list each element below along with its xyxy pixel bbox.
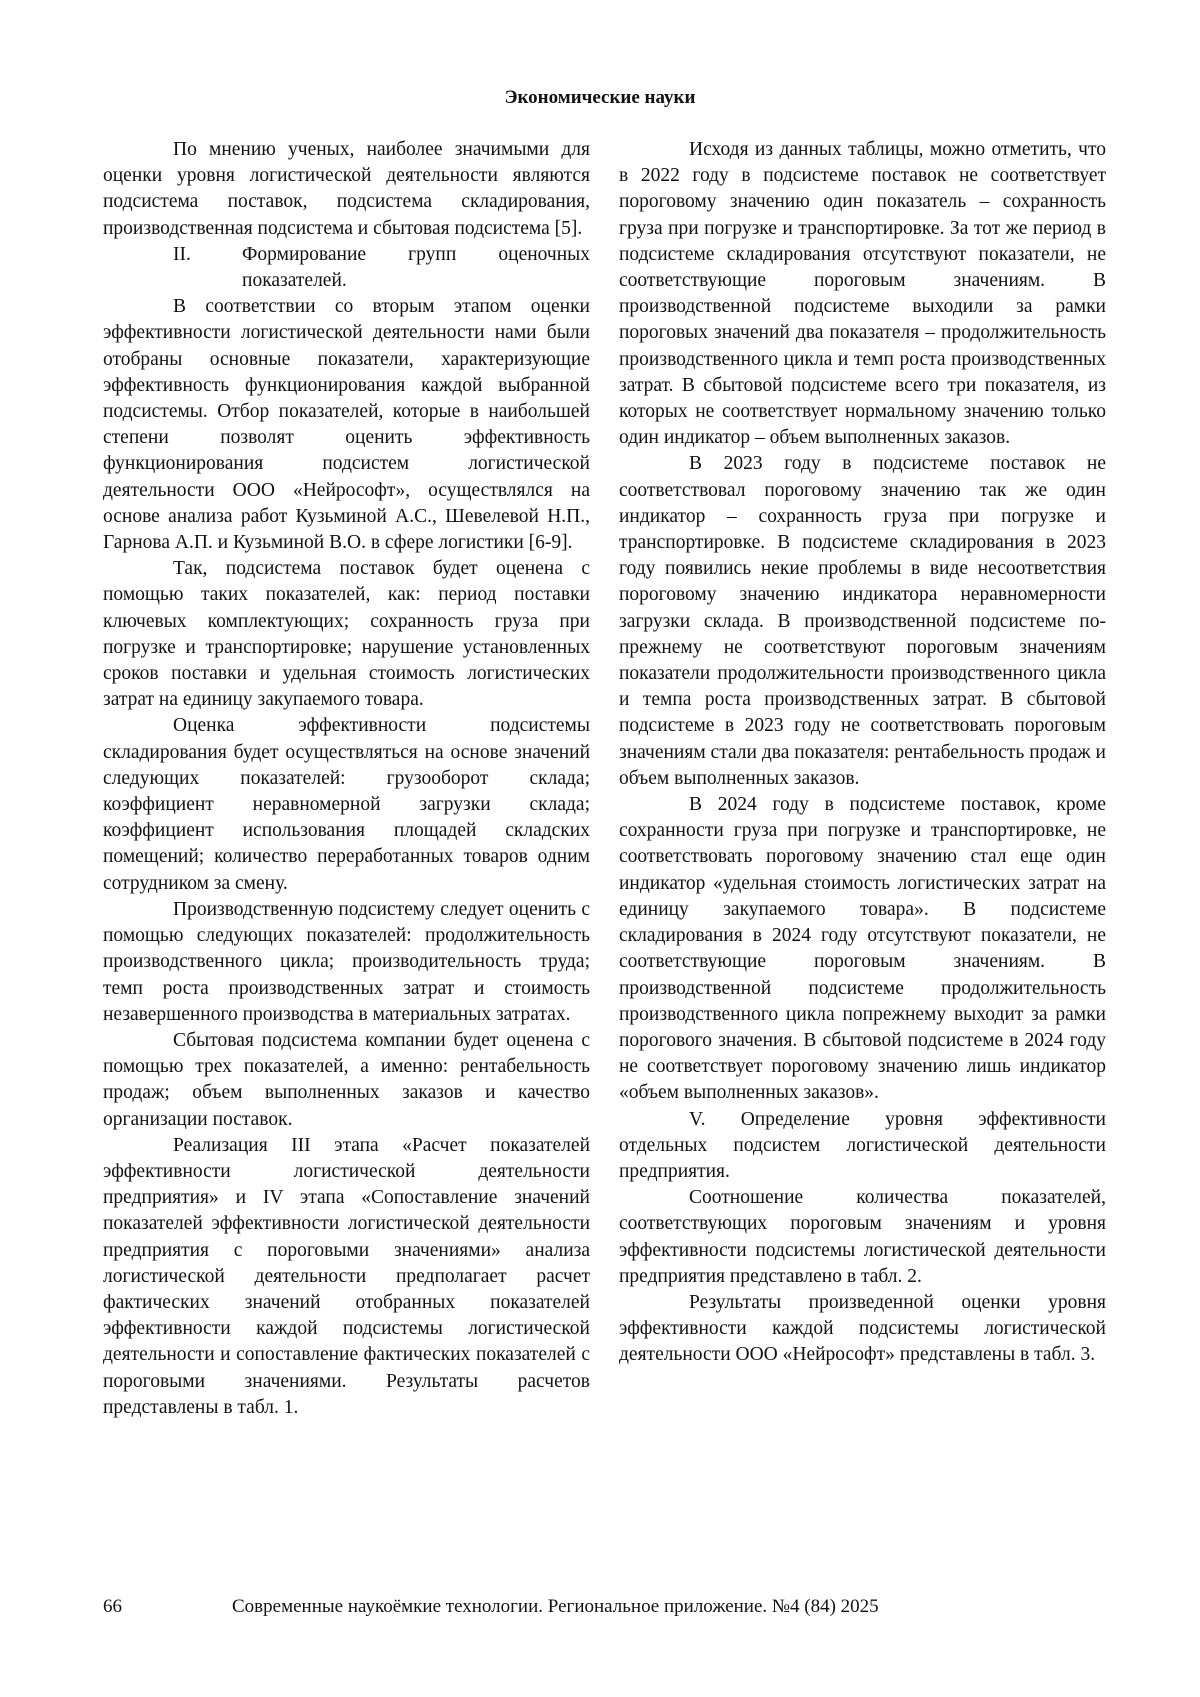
paragraph: Производственную подсистему следует оценить с помощью следующих показателей: продолжительность производственного цикла; производительность труда; темп роста производственных затрат и стоимость незавершенного производства в материальных затратах.: [103, 898, 590, 1025]
paragraph: В 2024 году в подсистеме поставок, кроме сохранности груза при погрузке и транспортировке, не соответствовать пороговому значению стал еще один индикатор «удельная стоимость логистических затрат на единицу закупаемого товара». В подсистеме складирования в 2024 году отсутствуют показатели, не соответствующие пороговым значениям. В производственной подсистеме продолжительность производственного цикла попрежнему выходит за рамки порогового значения. В сбытовой подсистеме в 2024 году не соответствует пороговому значению лишь индикатор «объем выполненных заказов».: [619, 794, 1106, 1104]
paragraph: Сбытовая подсистема компании будет оценена с помощью трех показателей, а именно: рентабельность продаж; объем выполненных заказов и качество организации поставок.: [103, 1029, 590, 1130]
paragraph: По мнению ученых, наиболее значимыми для оценки уровня логистической деятельности являются подсистема поставок, подсистема складирования, производственная подсистема и сбытовая подсистема [5].: [103, 139, 590, 239]
section-title: Формирование групп оценочных показателей.: [242, 243, 590, 292]
section-header: Экономические науки: [504, 87, 696, 108]
paragraph: Результаты произведенной оценки уровня эффективности каждой подсистемы логистической деятельности ООО «Нейрософт» представлены в табл. 3.: [619, 1291, 1106, 1366]
paragraph: Исходя из данных таблицы, можно отметить, что в 2022 году в подсистеме поставок не соответствует пороговому значению один показатель – сохранность груза при погрузке и транспортировке. За тот же период в подсистеме складирования отсутствуют показатели, не соответствующие пороговым значениям. В производственной подсистеме выходили за рамки пороговых значений два показателя – продолжительность производственного цикла и темп роста производственных затрат. В сбытовой подсистеме всего три показателя, из которых не соответствует нормальному значению только один индикатор – объем выполненных заказов.: [619, 139, 1106, 449]
page-number: 66: [103, 1596, 122, 1617]
right-column: [619, 137, 1106, 1369]
journal-title: Современные наукоёмкие технологии. Региональное приложение. №4 (84) 2025: [232, 1596, 879, 1617]
paragraph: Оценка эффективности подсистемы складирования будет осуществляться на основе значений следующих показателей: грузооборот склада; коэффициент неравномерной загрузки склада; коэффициент использования площадей складских помещений; количество переработанных товаров одним сотрудником за смену.: [103, 715, 590, 894]
section-heading-2: [103, 242, 590, 294]
section-heading-5: V. Определение уровня эффективности отдельных подсистем логистической деятельности предприятия.: [619, 1108, 1106, 1182]
paragraph: Соотношение количества показателей, соответствующих пороговым значениям и уровня эффективности подсистемы логистической деятельности предприятия представлено в табл. 2.: [619, 1187, 1106, 1287]
paragraph: Реализация III этапа «Расчет показателей эффективности логистической деятельности предприятия» и IV этапа «Сопоставление значений показателей эффективности логистической деятельности предприятия с пороговыми значениями» анализа логистической деятельности предполагает расчет фактических значений отобранных показателей эффективности каждой подсистемы логистической деятельности и сопоставление фактических показателей с пороговыми значениями. Результаты расчетов представлены в табл. 1.: [103, 1134, 590, 1418]
paragraph: Так, подсистема поставок будет оценена с помощью таких показателей, как: период поставки ключевых комплектующих; сохранность груза при погрузке и транспортировке; нарушение установленных сроков поставки и удельная стоимость логистических затрат на единицу закупаемого товара.: [103, 558, 590, 711]
left-column: [103, 137, 590, 1421]
paragraph: В 2023 году в подсистеме поставок не соответствовал пороговому значению так же один индикатор – сохранность груза при погрузке и транспортировке. В подсистеме складирования в 2023 году появились некие проблемы в виде несоответствия пороговому значению индикатора неравномерности загрузки склада. В производственной подсистеме по-прежнему не соответствуют пороговым значениям показатели продолжительности производственного цикла и темпа роста производственных затрат. В сбытовой подсистеме в 2023 году не соответствовать пороговым значениям стали два показателя: рентабельность продаж и объем выполненных заказов.: [619, 453, 1106, 789]
paragraph: В соответствии со вторым этапом оценки эффективности логистической деятельности нами были отобраны основные показатели, характеризующие эффективность функционирования каждой выбранной подсистемы. Отбор показателей, которые в наибольшей степени позволят оценить эффективность функционирования подсистем логистической деятельности ООО «Нейрософт», осуществлялся на основе анализа работ Кузьминой А.С., Шевелевой Н.П., Гарнова А.П. и Кузьминой В.О. в сфере логистики [6-9].: [103, 296, 590, 554]
section-number: II.: [173, 243, 191, 265]
